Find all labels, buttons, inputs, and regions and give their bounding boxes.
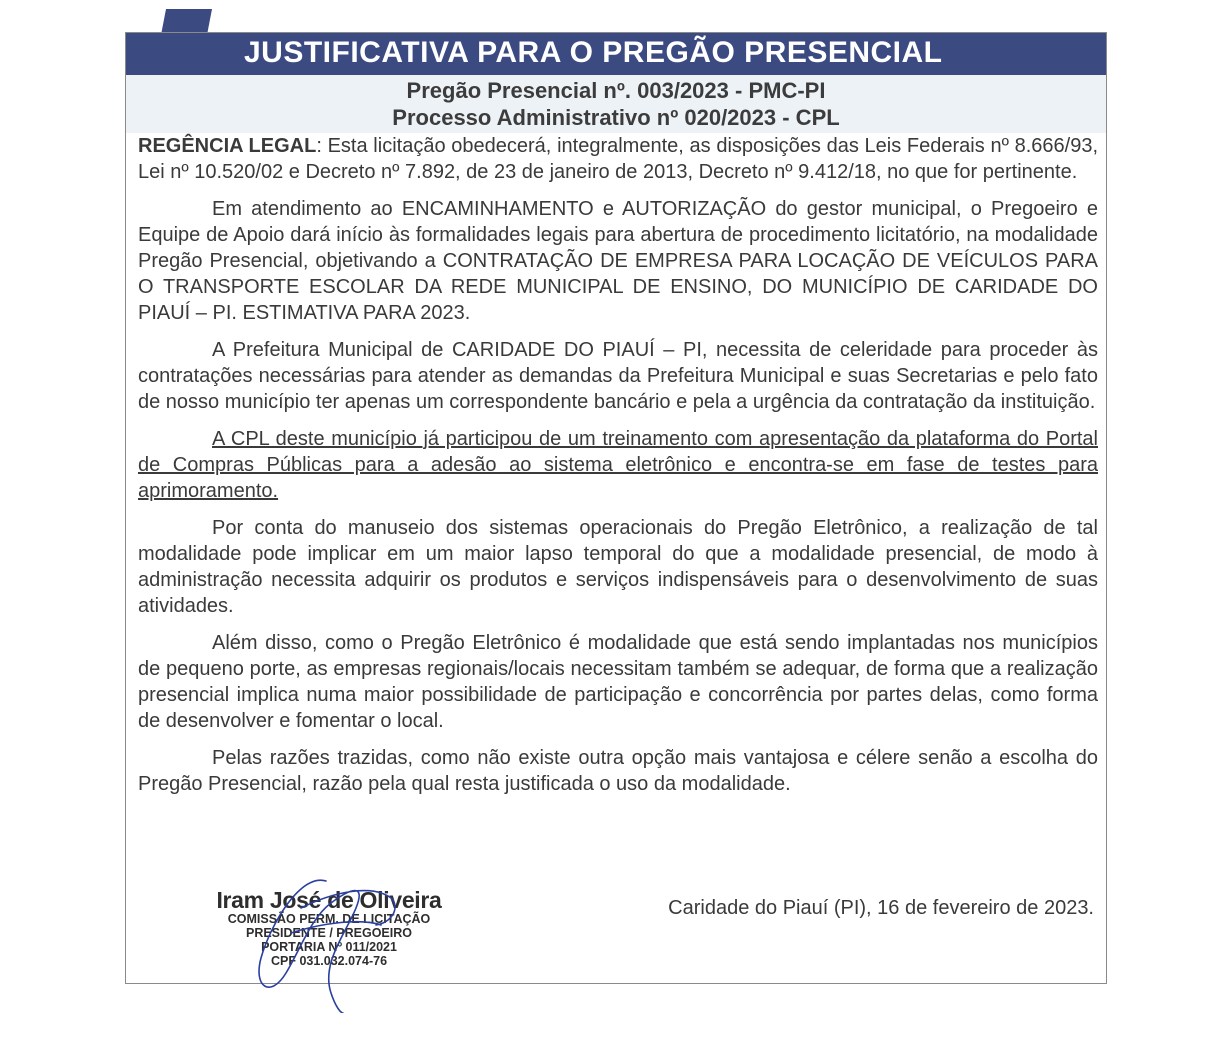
paragraph-cpl-treinamento: A CPL deste município já participou de um treinamento com apresentação da plataforma do Portal de Compras Públicas para a adesão ao sistema eletrônico e encontra-se em fase de testes para aprimoramento.: [138, 428, 1098, 502]
document-title: JUSTIFICATIVA PARA O PREGÃO PRESENCIAL: [244, 36, 943, 69]
pregao-number: Pregão Presencial nº. 003/2023 - PMC-PI: [406, 78, 826, 103]
signatory-commission: COMISSÃO PERM. DE LICITAÇÃO: [227, 912, 431, 926]
signatory-role: PRESIDENTE / PREGOEIRO: [245, 926, 412, 940]
place-and-date: Caridade do Piauí (PI), 16 de fevereiro de 2023.: [668, 897, 1094, 919]
paragraph-alem-disso: Além disso, como o Pregão Eletrônico é modalidade que está sendo implantadas nos municípios de pequeno porte, as empresas regionais/locais necessitam também se adequar, de forma que a realização presencial implica numa maior possibilidade de participação e concorrência por partes delas, como forma de desenvolver e fomentar o local.: [138, 632, 1098, 732]
paragraph-conclusao: Pelas razões trazidas, como não existe outra opção mais vantajosa e célere senão a escolha do Pregão Presencial, razão pela qual resta justificada o uso da modalidade.: [138, 747, 1098, 795]
regencia-label: REGÊNCIA LEGAL: [138, 135, 317, 157]
processo-number: Processo Administrativo nº 020/2023 - CPL: [392, 105, 840, 130]
document-page: [125, 32, 1107, 984]
paragraph-encaminhamento: Em atendimento ao ENCAMINHAMENTO e AUTORIZAÇÃO do gestor municipal, o Pregoeiro e Equipe de Apoio dará início às formalidades legais para abertura de procedimento licitatório, na modalidade Pregão Presencial, objetivando a CONTRATAÇÃO DE EMPRESA PARA LOCAÇÃO DE VEÍCULOS PARA O TRANSPORTE ESCOLAR DA REDE MUNICIPAL DE ENSINO, DO MUNICÍPIO DE CARIDADE DO PIAUÍ – PI. ESTIMATIVA PARA 2023.: [138, 198, 1098, 324]
title-band: [126, 33, 1106, 75]
paragraph-prefeitura: A Prefeitura Municipal de CARIDADE DO PIAUÍ – PI, necessita de celeridade para proceder às contratações necessárias para atender as demandas da Prefeitura Municipal e suas Secretarias e pelo fato de nosso município ter apenas um correspondente bancário e pela a urgência da contratação da instituição.: [138, 339, 1098, 413]
signature-block: [214, 888, 444, 968]
regencia-text: : Esta licitação obedecerá, integralmente, as disposições das Leis Federais nº 8.666/93, Lei nº 10.520/02 e Decreto nº 7.892, de 23 de janeiro de 2013, Decreto nº 9.412/18, no que for pertinente.: [138, 135, 1098, 183]
paragraph-manuseio: Por conta do manuseio dos sistemas operacionais do Pregão Eletrônico, a realização de tal modalidade pode implicar em um maior lapso temporal do que a modalidade presencial, de modo à administração necessita adquirir os produtos e serviços indispensáveis para o desenvolvimento de suas atividades.: [138, 517, 1098, 617]
regencia-paragraph: [138, 133, 1098, 185]
document-body: [138, 133, 1098, 808]
signatory-cpf: CPF 031.032.074-76: [270, 954, 388, 968]
signatory-name: Iram José de Oliveira: [216, 887, 442, 913]
signatory-portaria: PORTARIA Nº 011/2021: [261, 940, 397, 954]
